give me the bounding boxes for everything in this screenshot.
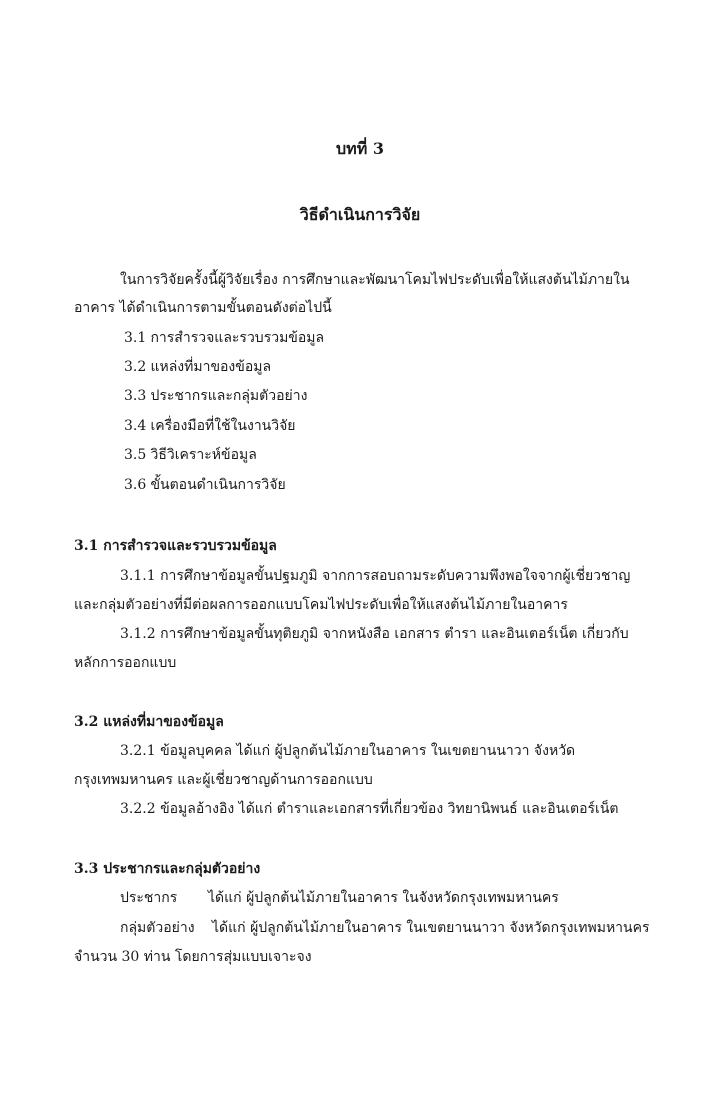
- section-3-1-heading: 3.1 การสำรวจและรวบรวมข้อมูล: [74, 538, 277, 554]
- outline-item: 3.5 วิธีวิเคราะห์ข้อมูล: [124, 447, 257, 463]
- intro-line-1: ในการวิจัยครั้งนี้ผู้วิจัยเรื่อง การศึกษาและพัฒนาโคมไฟประดับเพื่อให้แสงต้นไม้ภายใน: [120, 272, 630, 288]
- chapter-number: บทที่ 3: [336, 139, 384, 158]
- outline-item: 3.1 การสำรวจและรวบรวมข้อมูล: [124, 330, 325, 346]
- outline-item: 3.2 แหล่งที่มาของข้อมูล: [124, 359, 272, 375]
- chapter-title: วิธีดำเนินการวิจัย: [299, 205, 421, 224]
- section-3-3-heading: 3.3 ประชากรและกลุ่มตัวอย่าง: [74, 861, 261, 877]
- outline-item: 3.6 ขั้นตอนดำเนินการวิจัย: [124, 477, 286, 493]
- population-text: ได้แก่ ผู้ปลูกต้นไม้ภายในอาคาร ในจังหวัดกรุงเทพมหานคร: [208, 890, 559, 906]
- section-3-2-heading: 3.2 แหล่งที่มาของข้อมูล: [74, 714, 224, 730]
- section-3-1-1-line-1: 3.1.1 การศึกษาข้อมูลขั้นปฐมภูมิ จากการสอบถามระดับความพึงพอใจจากผู้เชี่ยวชาญ: [120, 568, 631, 584]
- sample-line-2: จำนวน 30 ท่าน โดยการสุ่มแบบเจาะจง: [74, 949, 312, 965]
- intro-line-2: อาคาร ได้ดำเนินการตามขั้นตอนดังต่อไปนี้: [74, 300, 332, 316]
- sample-label: กลุ่มตัวอย่าง: [120, 920, 195, 936]
- outline-item: 3.3 ประชากรและกลุ่มตัวอย่าง: [124, 388, 308, 404]
- section-3-2-2-line-1: 3.2.2 ข้อมูลอ้างอิง ได้แก่ ตำราและเอกสารที่เกี่ยวข้อง วิทยานิพนธ์ และอินเตอร์เน็ต: [120, 801, 619, 817]
- population-label: ประชากร: [120, 890, 178, 906]
- sample-text: ได้แก่ ผู้ปลูกต้นไม้ภายในอาคาร ในเขตยานนาวา จังหวัดกรุงเทพมหานคร: [212, 920, 650, 936]
- section-3-1-1-line-2: และกลุ่มตัวอย่างที่มีต่อผลการออกแบบโคมไฟประดับเพื่อให้แสงต้นไม้ภายในอาคาร: [74, 597, 568, 613]
- section-3-2-1-line-1: 3.2.1 ข้อมูลบุคคล ได้แก่ ผู้ปลูกต้นไม้ภายในอาคาร ในเขตยานนาวา จังหวัด: [120, 743, 576, 759]
- outline-item: 3.4 เครื่องมือที่ใช้ในงานวิจัย: [124, 418, 296, 434]
- section-3-2-1-line-2: กรุงเทพมหานคร และผู้เชี่ยวชาญด้านการออกแบบ: [74, 772, 373, 788]
- section-3-1-2-line-1: 3.1.2 การศึกษาข้อมูลขั้นทุติยภูมิ จากหนังสือ เอกสาร ตำรา และอินเตอร์เน็ต เกี่ยวกับ: [120, 626, 629, 642]
- section-3-1-2-line-2: หลักการออกแบบ: [74, 655, 177, 671]
